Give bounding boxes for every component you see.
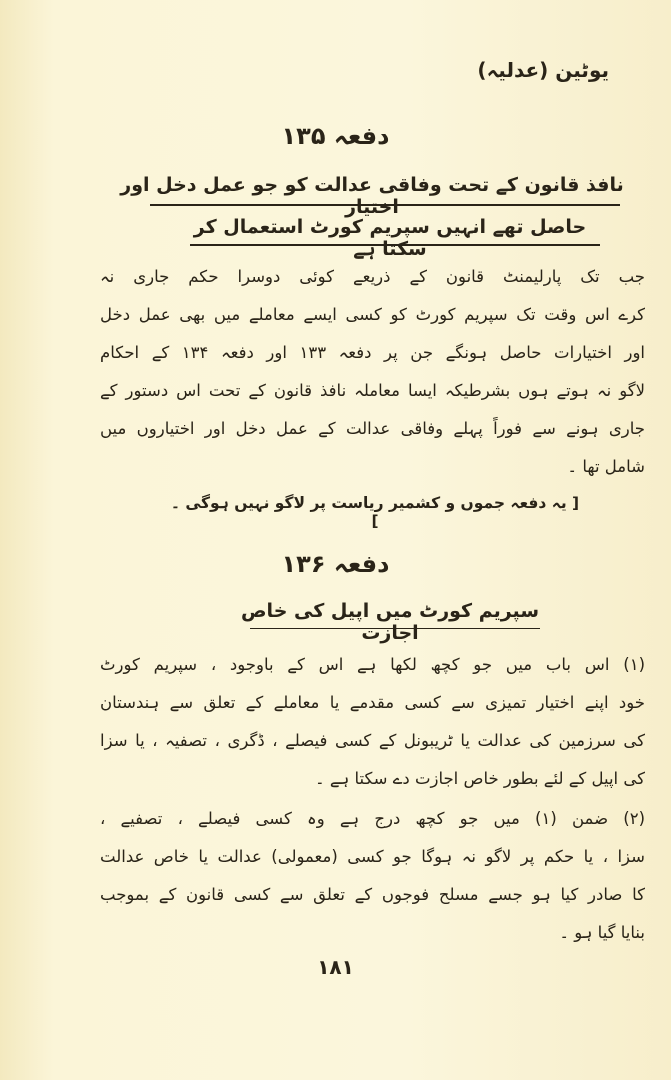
section-136-heading: دفعہ ۱۳۶ — [281, 550, 390, 578]
section-135-body — [100, 258, 645, 486]
page-number: ۱۸۱ — [317, 955, 354, 979]
body-line: کرے اس وقت تک سپریم کورٹ کو کسی ایسے معاملے میں بھی عمل دخل — [100, 305, 645, 324]
body-line: کی اپیل کے لئے بطور خاص اجازت دے سکتا ہے ۔ — [315, 769, 645, 788]
body-line: کا صادر کیا ہو جسے مسلح فوجوں کے تعلق سے کسی قانون کے بموجب — [100, 885, 645, 904]
body-line: کی سرزمین کی عدالت یا ٹریبونل کے کسی فیصلے ، ڈگری ، تصفیہ ، یا سزا — [100, 731, 645, 750]
subtitle-underline-3 — [250, 628, 540, 629]
body-line: شامل تھا ۔ — [567, 457, 645, 476]
body-line: جاری ہونے سے فوراً پہلے وفاقی عدالت کے عمل دخل اور اختیاروں میں — [100, 419, 645, 438]
body-line: (۲) ضمن (۱) میں جو کچھ درج ہے وہ کسی فیصلے ، تصفیے ، — [100, 809, 645, 828]
body-line: سزا ، یا حکم پر لاگو نہ ہوگا جو کسی (معمولی) عدالت یا خاص عدالت — [100, 847, 645, 866]
jammu-kashmir-note: [ یہ دفعہ جموں و کشمیر ریاست پر لاگو نہیں ہوگی ۔ ] — [170, 494, 580, 530]
body-line: اور اختیارات حاصل ہونگے جن پر دفعہ ۱۳۳ اور دفعہ ۱۳۴ کے احکام — [100, 343, 645, 362]
running-header: یوٹین (عدلیہ) — [477, 58, 609, 82]
section-135-heading: دفعہ ۱۳۵ — [281, 122, 390, 150]
subtitle-underline-2 — [190, 244, 600, 246]
body-line: لاگو نہ ہوتے ہوں بشرطیکہ ایسا معاملہ نافذ قانون کے تحت اس دستور کے — [100, 381, 645, 400]
subtitle-underline-1 — [150, 204, 620, 206]
section-136-para-1 — [100, 646, 645, 798]
body-line: (۱) اس باب میں جو کچھ لکھا ہے اس کے باوجود ، سپریم کورٹ — [100, 655, 645, 674]
body-line: خود اپنے اختیار تمیزی سے کسی مقدمے یا معاملے کے تعلق سے ہندستان — [100, 693, 645, 712]
body-line: جب تک پارلیمنٹ قانون کے ذریعے کوئی دوسرا حکم جاری نہ — [100, 267, 645, 286]
section-136-subtitle: سپریم کورٹ میں اپیل کی خاص اجازت — [241, 600, 539, 644]
section-135-subtitle-line1: نافذ قانون کے تحت وفاقی عدالت کو جو عمل دخل اور اختیار — [120, 174, 624, 218]
section-135-subtitle-line2: حاصل تھے انہیں سپریم کورٹ استعمال کر سکتا ہے — [193, 216, 587, 260]
section-136-para-2 — [100, 800, 645, 952]
body-line: بنایا گیا ہو ۔ — [559, 923, 645, 942]
